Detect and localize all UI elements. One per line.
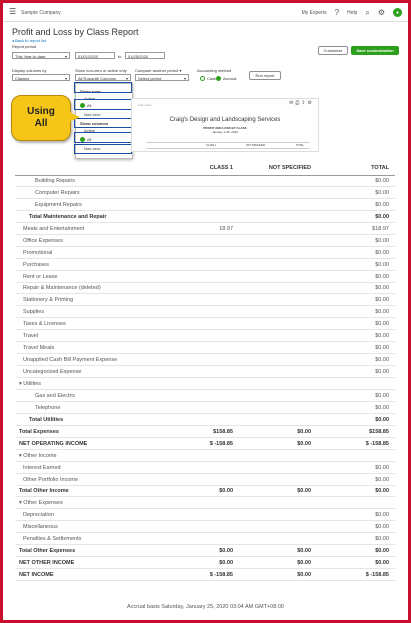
row-divider xyxy=(15,377,395,378)
table-row xyxy=(3,260,408,271)
search-icon[interactable]: ⌕ xyxy=(365,7,370,17)
row-divider xyxy=(15,353,395,354)
total-value: $0.00 xyxy=(375,285,389,292)
preview-header-row xyxy=(146,142,310,149)
radio-selected-icon xyxy=(216,76,221,81)
total-value: $0.00 xyxy=(375,464,389,471)
row-label[interactable]: Computer Repairs xyxy=(35,189,80,196)
table-row xyxy=(3,212,408,223)
top-bar xyxy=(3,3,408,22)
class1-value: $158.85 xyxy=(213,428,233,435)
not-specified-value: $0.00 xyxy=(297,428,311,435)
total-value: $18.97 xyxy=(372,225,389,232)
table-row xyxy=(3,176,408,187)
help-icon[interactable]: ? xyxy=(334,7,340,17)
row-divider xyxy=(15,282,395,283)
row-divider xyxy=(15,329,395,330)
preview-toolbar xyxy=(289,100,314,106)
show-nonzero-label: Show non-zero or active only xyxy=(75,68,127,73)
table-row xyxy=(3,439,408,450)
row-label[interactable]: Equipment Repairs xyxy=(35,201,82,208)
highlight-box xyxy=(74,132,132,143)
compare-period-select[interactable]: Select period ▾ xyxy=(135,74,189,81)
row-divider xyxy=(15,473,395,474)
total-value: $0.00 xyxy=(375,261,389,268)
total-value: $0.00 xyxy=(375,249,389,256)
row-label[interactable]: Rent or Lease xyxy=(23,273,58,280)
row-label[interactable]: Unapplied Cash Bill Payment Expense xyxy=(23,357,118,364)
row-divider xyxy=(15,544,395,545)
total-value: $0.00 xyxy=(375,309,389,316)
column-header-not-specified: NOT SPECIFIED xyxy=(268,165,311,171)
total-value: $ -158.85 xyxy=(365,572,389,579)
table-row xyxy=(3,200,408,211)
row-divider xyxy=(15,258,395,259)
highlight-box xyxy=(74,99,132,110)
menu-icon[interactable]: ☰ xyxy=(9,7,17,16)
row-divider xyxy=(15,461,395,462)
row-divider xyxy=(15,449,395,450)
table-row xyxy=(3,570,408,581)
total-value: $0.00 xyxy=(375,524,389,531)
total-value: $0.00 xyxy=(375,273,389,280)
table-row xyxy=(3,475,408,486)
show-rows-heading: Show rows xyxy=(80,89,102,94)
table-row xyxy=(3,367,408,378)
table-row xyxy=(3,295,408,306)
class1-value: $0.00 xyxy=(219,560,233,567)
row-divider xyxy=(15,508,395,509)
show-nonzero-select[interactable]: All Rows/All Columns ▾ xyxy=(75,74,131,81)
radio-icon xyxy=(200,76,205,81)
table-row xyxy=(3,236,408,247)
report-preview xyxy=(131,98,319,152)
row-label[interactable]: NET OPERATING INCOME xyxy=(19,440,88,447)
row-label[interactable]: Total Expenses xyxy=(19,428,59,435)
row-label[interactable]: Uncategorized Expense xyxy=(23,369,82,376)
preview-col2: NOT SPECIFIED xyxy=(246,144,266,147)
row-label[interactable]: Purchases xyxy=(23,261,49,268)
not-specified-value: $0.00 xyxy=(297,548,311,555)
total-value: $0.00 xyxy=(375,416,389,423)
using-all-callout xyxy=(11,95,71,141)
highlight-box xyxy=(74,118,132,128)
row-label[interactable]: Supplies xyxy=(23,309,45,316)
row-label[interactable]: ▾ Other Expenses xyxy=(19,500,63,507)
total-value: $0.00 xyxy=(375,536,389,543)
row-divider xyxy=(15,293,395,294)
display-columns-select[interactable]: Classes ▾ xyxy=(12,74,70,81)
total-value: $0.00 xyxy=(375,178,389,184)
row-label[interactable]: Travel Meals xyxy=(23,345,55,352)
table-row xyxy=(3,248,408,259)
row-divider xyxy=(15,305,395,306)
row-label[interactable]: Interest Earned xyxy=(23,464,61,471)
table-row xyxy=(3,355,408,366)
table-row xyxy=(3,546,408,557)
row-label[interactable]: Taxes & Licenses xyxy=(23,321,66,328)
row-label[interactable]: Total Other Income xyxy=(19,488,69,495)
report-footer: Accrual basis Saturday, January 25, 2020 03:04 AM GMT+08:00 xyxy=(127,604,284,610)
total-value: $158.85 xyxy=(369,428,389,435)
customize-button[interactable]: Customize xyxy=(318,46,348,55)
table-row xyxy=(3,427,408,438)
table-row xyxy=(3,534,408,545)
cash-label: Cash xyxy=(207,76,217,81)
row-divider xyxy=(15,437,395,438)
accounting-method-label: Accounting method xyxy=(197,68,232,73)
total-value: $0.00 xyxy=(375,560,389,567)
row-divider xyxy=(15,520,395,521)
row-divider xyxy=(15,222,395,223)
show-columns-heading: Show columns xyxy=(80,121,109,126)
accrual-radio[interactable] xyxy=(216,76,236,81)
row-divider xyxy=(15,389,395,390)
total-value: $0.00 xyxy=(375,369,389,376)
row-label[interactable]: Meals and Entertainment xyxy=(23,225,85,232)
app-window xyxy=(3,3,408,620)
settings-icon[interactable]: ⚙ xyxy=(307,100,314,106)
to-date-input[interactable]: 01/25/2020 xyxy=(125,52,165,59)
compare-period-label: Compare another period ▾ xyxy=(135,68,182,73)
email-icon[interactable]: ✉ xyxy=(289,100,296,106)
row-divider xyxy=(15,234,395,235)
rows-nonzero-option[interactable]: Non-zero xyxy=(84,112,101,117)
cols-active-option[interactable]: Active xyxy=(84,128,95,133)
total-value: $0.00 xyxy=(375,476,389,483)
class1-value: 18.97 xyxy=(219,225,233,232)
table-row xyxy=(3,307,408,318)
column-header-class1: CLASS 1 xyxy=(209,165,233,171)
table-row xyxy=(3,272,408,283)
row-divider xyxy=(15,496,395,497)
row-label[interactable]: Depreciation xyxy=(23,512,54,519)
table-row xyxy=(3,224,408,235)
total-value: $0.00 xyxy=(375,345,389,352)
row-label[interactable]: Stationery & Printing xyxy=(23,297,74,304)
highlight-box xyxy=(74,144,132,154)
preview-company: Craig's Design and Landscaping Services xyxy=(169,117,281,123)
table-row xyxy=(3,510,408,521)
company-name: Sample Company xyxy=(21,10,61,16)
row-divider xyxy=(15,413,395,414)
class1-value: $ -158.85 xyxy=(209,572,233,579)
total-value: $0.00 xyxy=(375,488,389,495)
total-value: $0.00 xyxy=(375,297,389,304)
table-row xyxy=(3,379,408,390)
row-label[interactable]: Total Other Expenses xyxy=(19,548,76,555)
from-date-input[interactable]: 01/01/2020 xyxy=(75,52,115,59)
gear-icon[interactable]: ⚙ xyxy=(377,7,385,17)
table-row xyxy=(3,463,408,474)
table-row xyxy=(3,498,408,509)
row-divider xyxy=(15,485,395,486)
column-header-total: TOTAL xyxy=(371,165,389,171)
save-customization-button[interactable]: Save customization xyxy=(351,46,399,55)
table-row xyxy=(3,331,408,342)
row-label[interactable]: Promotional xyxy=(23,249,53,256)
row-divider xyxy=(15,210,395,211)
page-title: Profit and Loss by Class Report xyxy=(12,27,139,37)
row-divider xyxy=(15,568,395,569)
cols-nonzero-option[interactable]: Non-zero xyxy=(84,146,101,151)
row-divider xyxy=(15,532,395,533)
not-specified-value: $0.00 xyxy=(297,560,311,567)
row-divider xyxy=(15,186,395,187)
highlight-box xyxy=(74,82,132,93)
table-row xyxy=(3,558,408,569)
row-label[interactable]: ▾ Utilities xyxy=(19,380,42,387)
callout-line2: All xyxy=(34,118,48,129)
preview-col1: CLASS 1 xyxy=(206,144,217,147)
row-label[interactable]: Repair & Maintenance (deleted) xyxy=(23,285,101,292)
accrual-label: Accrual xyxy=(223,76,237,81)
row-divider xyxy=(15,365,395,366)
total-value: $0.00 xyxy=(375,321,389,328)
class1-value: $0.00 xyxy=(219,548,233,555)
total-value: $0.00 xyxy=(375,512,389,519)
to-label: to xyxy=(118,54,122,59)
callout-line1: Using xyxy=(27,106,55,117)
row-label[interactable]: NET OTHER INCOME xyxy=(19,560,75,567)
not-specified-value: $0.00 xyxy=(297,440,311,447)
row-label[interactable]: Gas and Electric xyxy=(35,392,76,399)
row-divider xyxy=(15,425,395,426)
table-row xyxy=(3,391,408,402)
table-row xyxy=(3,451,408,462)
add-notes-link[interactable]: Add notes xyxy=(138,103,152,107)
class1-value: $ -158.85 xyxy=(209,440,233,447)
cols-all-label: All xyxy=(87,137,92,142)
row-label[interactable]: Telephone xyxy=(35,404,61,411)
not-specified-value: $0.00 xyxy=(297,572,311,579)
row-label[interactable]: Other Portfolio Income xyxy=(23,476,79,483)
row-label[interactable]: Building Repairs xyxy=(35,178,76,184)
total-value: $0.00 xyxy=(375,201,389,208)
preview-report-title: PROFIT AND LOSS BY CLASS xyxy=(203,126,247,130)
display-columns-label: Display columns by xyxy=(12,68,47,73)
row-divider xyxy=(15,401,395,402)
avatar[interactable]: ● xyxy=(393,8,402,17)
row-divider xyxy=(15,341,395,342)
row-label[interactable]: ▾ Other Income xyxy=(19,452,57,459)
cash-radio[interactable] xyxy=(200,76,216,81)
table-row xyxy=(3,522,408,533)
total-value: $0.00 xyxy=(375,548,389,555)
table-row xyxy=(3,283,408,294)
row-label[interactable]: Total Utilities xyxy=(29,416,64,423)
table-row xyxy=(3,486,408,497)
total-value: $0.00 xyxy=(375,189,389,196)
table-row xyxy=(3,188,408,199)
row-label[interactable]: Penalties & Settlements xyxy=(23,536,82,543)
row-label[interactable]: NET INCOME xyxy=(19,572,54,579)
export-icon[interactable]: ⇪ xyxy=(301,100,308,106)
row-divider xyxy=(15,317,395,318)
back-to-report-list-link[interactable]: ◂ Back to report list xyxy=(12,38,47,43)
total-value: $0.00 xyxy=(375,392,389,399)
total-value: $0.00 xyxy=(375,237,389,244)
row-divider xyxy=(15,556,395,557)
row-label[interactable]: Total Maintenance and Repair xyxy=(29,213,107,220)
total-value: $0.00 xyxy=(375,357,389,364)
preview-date: January 1-25, 2020 xyxy=(212,130,238,134)
row-label[interactable]: Office Expenses xyxy=(23,237,63,244)
row-divider xyxy=(15,270,395,271)
rows-all-label: All xyxy=(87,103,92,108)
class1-value: $0.00 xyxy=(219,488,233,495)
total-value: $0.00 xyxy=(375,213,389,220)
row-label[interactable]: Miscellaneous xyxy=(23,524,58,531)
row-divider xyxy=(15,246,395,247)
table-row xyxy=(3,415,408,426)
run-report-button[interactable]: Run report xyxy=(249,71,281,80)
total-value: $ -158.85 xyxy=(365,440,389,447)
preview-col3: TOTAL xyxy=(296,144,304,147)
report-period-select[interactable]: This Year-to-date ▾ xyxy=(12,52,70,59)
my-experts-link[interactable]: My Experts xyxy=(301,9,327,16)
total-value: $0.00 xyxy=(375,404,389,411)
row-divider xyxy=(15,198,395,199)
help-link[interactable]: Help xyxy=(347,9,358,16)
report-period-label: Report period xyxy=(12,44,37,49)
not-specified-value: $0.00 xyxy=(297,488,311,495)
table-row xyxy=(3,403,408,414)
rows-active-option[interactable]: Active xyxy=(84,96,95,101)
total-value: $0.00 xyxy=(375,333,389,340)
print-icon[interactable]: ⎙ xyxy=(295,100,302,106)
row-label[interactable]: Travel xyxy=(23,333,39,340)
row-divider xyxy=(15,580,395,581)
table-row xyxy=(3,343,408,354)
table-row xyxy=(3,319,408,330)
